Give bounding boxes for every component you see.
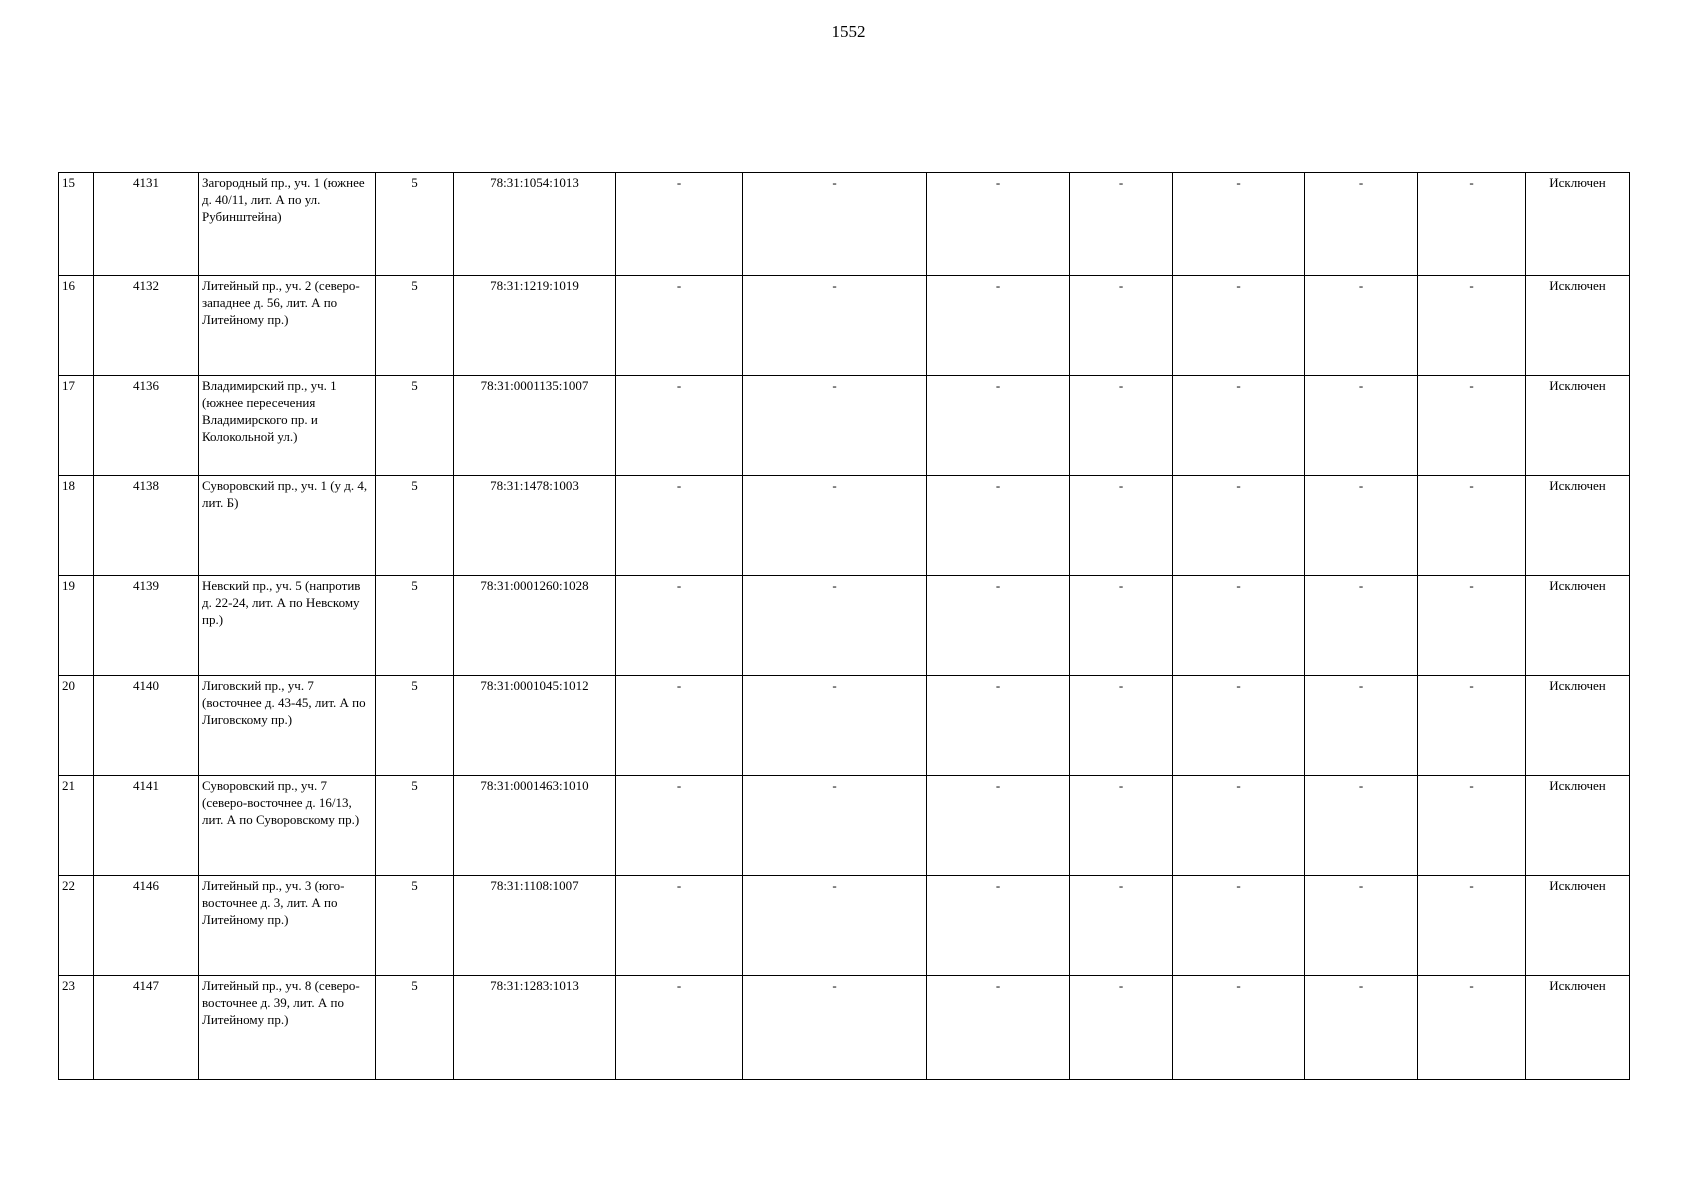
cell-status: Исключен [1526, 876, 1630, 976]
cell-row-number: 19 [59, 576, 94, 676]
cell-status: Исключен [1526, 676, 1630, 776]
cell-status: Исключен [1526, 173, 1630, 276]
cell-col-12: - [1418, 173, 1526, 276]
cell-col-8: - [927, 576, 1070, 676]
cell-col-7: - [743, 576, 927, 676]
cell-col-10: - [1173, 676, 1305, 776]
cell-cadastral-number: 78:31:1054:1013 [454, 173, 616, 276]
cell-object-id: 4146 [94, 876, 199, 976]
cell-col-6: - [616, 173, 743, 276]
cell-col-10: - [1173, 876, 1305, 976]
cell-col-6: - [616, 876, 743, 976]
cell-status: Исключен [1526, 276, 1630, 376]
table-row [59, 776, 1630, 876]
cell-cadastral-number: 78:31:0001260:1028 [454, 576, 616, 676]
cell-col-6: - [616, 576, 743, 676]
cell-col-10: - [1173, 776, 1305, 876]
cell-col-6: - [616, 276, 743, 376]
cell-col-7: - [743, 476, 927, 576]
table-body [59, 173, 1630, 1080]
cell-col-8: - [927, 276, 1070, 376]
cell-col-9: - [1070, 676, 1173, 776]
cell-row-number: 18 [59, 476, 94, 576]
cell-cadastral-number: 78:31:1219:1019 [454, 276, 616, 376]
cell-address: Загородный пр., уч. 1 (южнее д. 40/11, лит. А по ул. Рубинштейна) [199, 173, 376, 276]
cell-col-6: - [616, 476, 743, 576]
cell-row-number: 20 [59, 676, 94, 776]
cell-col-9: - [1070, 376, 1173, 476]
cell-col-11: - [1305, 173, 1418, 276]
cell-zone: 5 [376, 476, 454, 576]
page-number: 1552 [831, 22, 866, 41]
cell-col-9: - [1070, 576, 1173, 676]
cell-object-id: 4131 [94, 173, 199, 276]
cell-col-11: - [1305, 276, 1418, 376]
cell-col-6: - [616, 676, 743, 776]
cell-col-11: - [1305, 976, 1418, 1080]
cell-col-10: - [1173, 173, 1305, 276]
cell-col-6: - [616, 976, 743, 1080]
cell-address: Лиговский пр., уч. 7 (восточнее д. 43-45, лит. А по Лиговскому пр.) [199, 676, 376, 776]
cell-col-8: - [927, 476, 1070, 576]
cell-address: Литейный пр., уч. 8 (северо-восточнее д. 39, лит. А по Литейному пр.) [199, 976, 376, 1080]
cell-object-id: 4139 [94, 576, 199, 676]
cell-row-number: 17 [59, 376, 94, 476]
cell-object-id: 4132 [94, 276, 199, 376]
cell-address: Литейный пр., уч. 3 (юго-восточнее д. 3, лит. А по Литейному пр.) [199, 876, 376, 976]
cell-cadastral-number: 78:31:1478:1003 [454, 476, 616, 576]
cell-object-id: 4147 [94, 976, 199, 1080]
cell-col-11: - [1305, 476, 1418, 576]
cell-status: Исключен [1526, 576, 1630, 676]
cell-col-10: - [1173, 976, 1305, 1080]
cell-col-9: - [1070, 976, 1173, 1080]
cell-object-id: 4138 [94, 476, 199, 576]
cell-zone: 5 [376, 976, 454, 1080]
cell-status: Исключен [1526, 776, 1630, 876]
cell-col-8: - [927, 173, 1070, 276]
cell-col-9: - [1070, 876, 1173, 976]
cell-row-number: 22 [59, 876, 94, 976]
cell-col-12: - [1418, 576, 1526, 676]
cell-col-6: - [616, 776, 743, 876]
table-row [59, 276, 1630, 376]
cell-col-12: - [1418, 276, 1526, 376]
cell-address: Владимирский пр., уч. 1 (южнее пересечения Владимирского пр. и Колокольной ул.) [199, 376, 376, 476]
registry-table [58, 172, 1630, 1080]
cell-col-12: - [1418, 476, 1526, 576]
table-row [59, 376, 1630, 476]
cell-col-8: - [927, 676, 1070, 776]
cell-zone: 5 [376, 173, 454, 276]
cell-col-10: - [1173, 276, 1305, 376]
cell-col-9: - [1070, 776, 1173, 876]
cell-zone: 5 [376, 376, 454, 476]
cell-address: Суворовский пр., уч. 7 (северо-восточнее д. 16/13, лит. А по Суворовскому пр.) [199, 776, 376, 876]
table-row [59, 576, 1630, 676]
table-row [59, 476, 1630, 576]
cell-col-12: - [1418, 376, 1526, 476]
cell-col-11: - [1305, 776, 1418, 876]
cell-cadastral-number: 78:31:1283:1013 [454, 976, 616, 1080]
cell-col-10: - [1173, 476, 1305, 576]
cell-object-id: 4136 [94, 376, 199, 476]
cell-cadastral-number: 78:31:1108:1007 [454, 876, 616, 976]
cell-zone: 5 [376, 876, 454, 976]
table-row [59, 173, 1630, 276]
cell-col-11: - [1305, 376, 1418, 476]
cell-object-id: 4140 [94, 676, 199, 776]
cell-status: Исключен [1526, 376, 1630, 476]
cell-col-8: - [927, 376, 1070, 476]
cell-col-7: - [743, 976, 927, 1080]
table-row [59, 976, 1630, 1080]
cell-zone: 5 [376, 276, 454, 376]
cell-col-7: - [743, 776, 927, 876]
cell-col-12: - [1418, 776, 1526, 876]
cell-col-9: - [1070, 476, 1173, 576]
cell-col-12: - [1418, 976, 1526, 1080]
cell-col-7: - [743, 276, 927, 376]
cell-col-11: - [1305, 676, 1418, 776]
cell-row-number: 15 [59, 173, 94, 276]
cell-zone: 5 [376, 576, 454, 676]
cell-row-number: 16 [59, 276, 94, 376]
cell-col-12: - [1418, 676, 1526, 776]
cell-col-7: - [743, 676, 927, 776]
cell-col-9: - [1070, 173, 1173, 276]
cell-col-11: - [1305, 876, 1418, 976]
cell-status: Исключен [1526, 476, 1630, 576]
cell-col-10: - [1173, 576, 1305, 676]
cell-col-7: - [743, 173, 927, 276]
cell-col-6: - [616, 376, 743, 476]
cell-col-8: - [927, 876, 1070, 976]
cell-zone: 5 [376, 676, 454, 776]
cell-col-8: - [927, 776, 1070, 876]
cell-address: Литейный пр., уч. 2 (северо-западнее д. 56, лит. А по Литейному пр.) [199, 276, 376, 376]
cell-row-number: 21 [59, 776, 94, 876]
cell-cadastral-number: 78:31:0001463:1010 [454, 776, 616, 876]
cell-zone: 5 [376, 776, 454, 876]
cell-status: Исключен [1526, 976, 1630, 1080]
cell-col-11: - [1305, 576, 1418, 676]
cell-col-12: - [1418, 876, 1526, 976]
cell-cadastral-number: 78:31:0001045:1012 [454, 676, 616, 776]
table-row [59, 876, 1630, 976]
cell-col-10: - [1173, 376, 1305, 476]
cell-address: Суворовский пр., уч. 1 (у д. 4, лит. Б) [199, 476, 376, 576]
cell-col-9: - [1070, 276, 1173, 376]
table-row [59, 676, 1630, 776]
cell-address: Невский пр., уч. 5 (напротив д. 22-24, лит. А по Невскому пр.) [199, 576, 376, 676]
cell-cadastral-number: 78:31:0001135:1007 [454, 376, 616, 476]
cell-object-id: 4141 [94, 776, 199, 876]
cell-row-number: 23 [59, 976, 94, 1080]
cell-col-8: - [927, 976, 1070, 1080]
cell-col-7: - [743, 376, 927, 476]
cell-col-7: - [743, 876, 927, 976]
